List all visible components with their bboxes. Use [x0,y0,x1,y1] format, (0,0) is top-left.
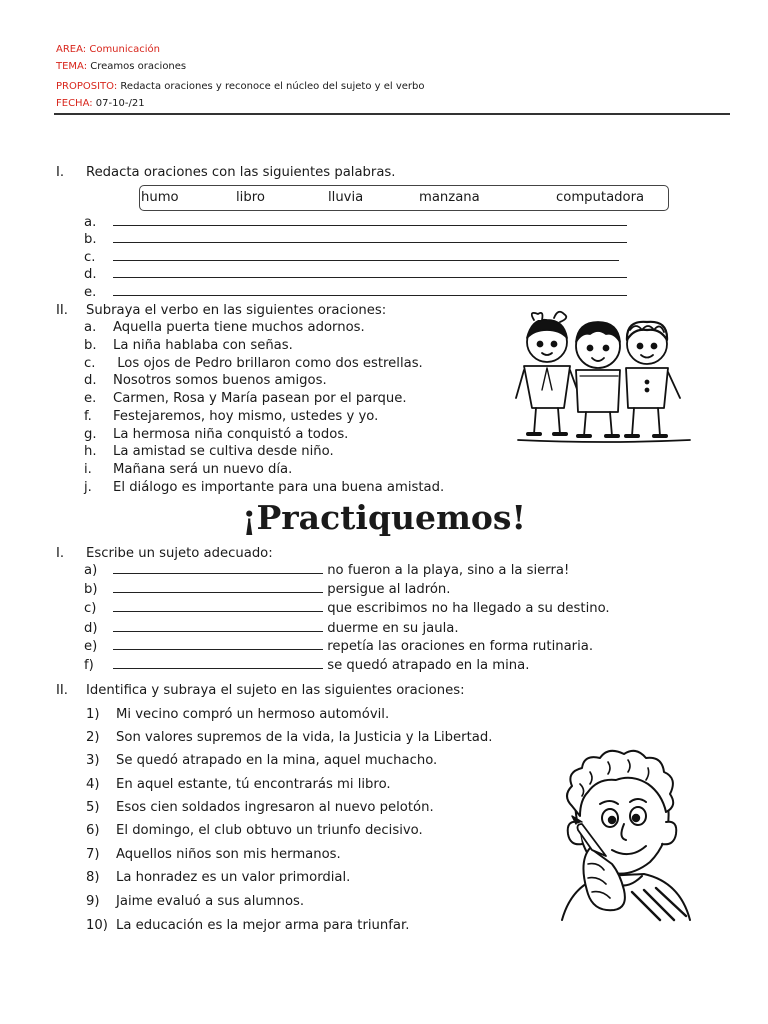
area-line [56,44,160,56]
subject-blank[interactable] [113,600,323,612]
item-text: La educación es la mejor arma para triunfar. [116,918,410,933]
item-text: no fueron a la playa, sino a la sierra! [327,563,570,578]
header-divider [54,113,730,115]
answer-line-label: b. [84,232,97,247]
item-label: 8) [86,870,100,885]
item-text: La hermosa niña conquistó a todos. [113,427,349,442]
answer-blank[interactable] [113,214,627,226]
item-text: duerme en su jaula. [327,621,459,636]
subject-sentence [86,822,423,840]
fecha-line [56,98,145,110]
proposito-label: PROPOSITO: [56,81,118,92]
item-label: 7) [86,847,100,862]
item-label: h. [84,444,97,459]
area-label: AREA: [56,44,87,55]
item-label: 6) [86,823,100,838]
area-value: Comunicación [89,44,160,55]
section-instruction: Escribe un sujeto adecuado: [86,546,273,561]
item-text: Nosotros somos buenos amigos. [113,373,327,388]
verb-sentence [84,426,348,444]
subject-blank-item [84,600,610,618]
item-label: 1) [86,707,100,722]
section-4-heading [56,682,465,699]
word-bank-item: humo [141,190,179,205]
subject-blank-item [84,638,593,656]
item-label: d) [84,621,98,636]
item-text: Mi vecino compró un hermoso automóvil. [116,707,390,722]
item-label: 2) [86,730,100,745]
section-numeral: II. [56,683,68,698]
answer-line-label: e. [84,285,97,300]
verb-sentence [84,337,293,355]
answer-line[interactable] [84,266,627,284]
item-label: d. [84,373,97,388]
word-bank-item: lluvia [328,190,364,205]
section-3-heading [56,545,273,562]
proposito-line [56,81,424,93]
verb-sentence [84,390,407,408]
subject-sentence [86,846,341,864]
subject-sentence [86,799,434,817]
proposito-value: Redacta oraciones y reconoce el núcleo del sujeto y el verbo [120,81,425,92]
item-label: b. [84,338,97,353]
tema-value: Creamos oraciones [90,61,187,72]
item-label: 3) [86,753,100,768]
word-bank [139,185,669,211]
verb-sentence [84,461,292,479]
tema-label: TEMA: [56,61,88,72]
verb-sentence [84,319,365,337]
item-text: La amistad se cultiva desde niño. [113,444,334,459]
answer-line[interactable] [84,284,627,302]
item-label: 9) [86,894,100,909]
verb-sentence [84,355,423,373]
item-text: En aquel estante, tú encontrarás mi libro. [116,777,391,792]
subject-blank[interactable] [113,581,323,593]
item-text: que escribimos no ha llegado a su destino. [327,601,610,616]
item-text: Aquellos niños son mis hermanos. [116,847,341,862]
subject-sentence [86,729,492,747]
answer-blank[interactable] [113,266,627,278]
item-text: Carmen, Rosa y María pasean por el parque. [113,391,407,406]
subject-blank[interactable] [113,638,323,650]
item-text: se quedó atrapado en la mina. [327,658,530,673]
subject-sentence [86,776,391,794]
item-label: e) [84,639,98,654]
subject-blank-item [84,620,459,638]
section-instruction: Subraya el verbo en las siguientes oraciones: [86,303,387,318]
subject-sentence [86,869,350,887]
item-text: Aquella puerta tiene muchos adornos. [113,320,365,335]
answer-line-label: c. [84,250,96,265]
answer-line[interactable] [84,231,627,249]
item-text: Festejaremos, hoy mismo, ustedes y yo. [113,409,379,424]
verb-sentence [84,479,444,497]
answer-line-label: d. [84,267,97,282]
verb-sentence [84,372,327,390]
children-illustration [514,308,692,444]
answer-blank[interactable] [113,249,619,261]
item-label: c) [84,601,97,616]
item-text: Se quedó atrapado en la mina, aquel muchacho. [116,753,438,768]
practice-title: ¡Practiquemos! [242,498,526,537]
item-label: b) [84,582,98,597]
section-numeral: I. [56,165,65,180]
word-bank-item: libro [236,190,265,205]
item-text: Mañana será un nuevo día. [113,462,293,477]
section-instruction: Redacta oraciones con las siguientes palabras. [86,165,396,180]
subject-blank[interactable] [113,562,323,574]
item-label: c. [84,356,96,371]
answer-blank[interactable] [113,231,627,243]
subject-sentence [86,917,409,935]
answer-line[interactable] [84,249,619,267]
item-text: Esos cien soldados ingresaron al nuevo pelotón. [116,800,434,815]
item-text: repetía las oraciones en forma rutinaria. [327,639,594,654]
word-bank-item: computadora [556,190,645,205]
item-text: Jaime evaluó a sus alumnos. [116,894,305,909]
section-instruction: Identifica y subraya el sujeto en las siguientes oraciones: [86,683,465,698]
item-label: 5) [86,800,100,815]
section-numeral: I. [56,546,65,561]
subject-blank-item [84,657,529,675]
item-label: j. [84,480,92,495]
subject-blank[interactable] [113,620,323,632]
item-text: La honradez es un valor primordial. [116,870,351,885]
word-bank-item: manzana [419,190,480,205]
fecha-label: FECHA: [56,98,93,109]
tema-line [56,61,186,73]
section-numeral: II. [56,303,68,318]
section-2-heading [56,302,386,319]
item-label: g. [84,427,97,442]
verb-sentence [84,443,334,461]
verb-sentence [84,408,378,426]
item-label: e. [84,391,97,406]
item-text: La niña hablaba con señas. [113,338,293,353]
item-label: a. [84,320,97,335]
item-label: f) [84,658,94,673]
answer-line-label: a. [84,215,97,230]
item-text: El diálogo es importante para una buena amistad. [113,480,445,495]
answer-blank[interactable] [113,284,627,296]
item-label: i. [84,462,92,477]
fecha-value: 07-10-/21 [95,98,145,109]
item-text: Los ojos de Pedro brillaron como dos estrellas. [113,356,423,371]
item-text: Son valores supremos de la vida, la Justicia y la Libertad. [116,730,493,745]
item-label: a) [84,563,98,578]
item-text: El domingo, el club obtuvo un triunfo decisivo. [116,823,423,838]
item-label: 10) [86,918,108,933]
boy-with-pencil-illustration [532,744,708,924]
item-label: f. [84,409,92,424]
subject-sentence [86,893,304,911]
item-text: persigue al ladrón. [327,582,451,597]
subject-sentence [86,706,389,724]
answer-line[interactable] [84,214,627,232]
subject-blank[interactable] [113,657,323,669]
section-1-heading [56,164,395,181]
subject-blank-item [84,562,569,580]
subject-sentence [86,752,437,770]
subject-blank-item [84,581,450,599]
item-label: 4) [86,777,100,792]
